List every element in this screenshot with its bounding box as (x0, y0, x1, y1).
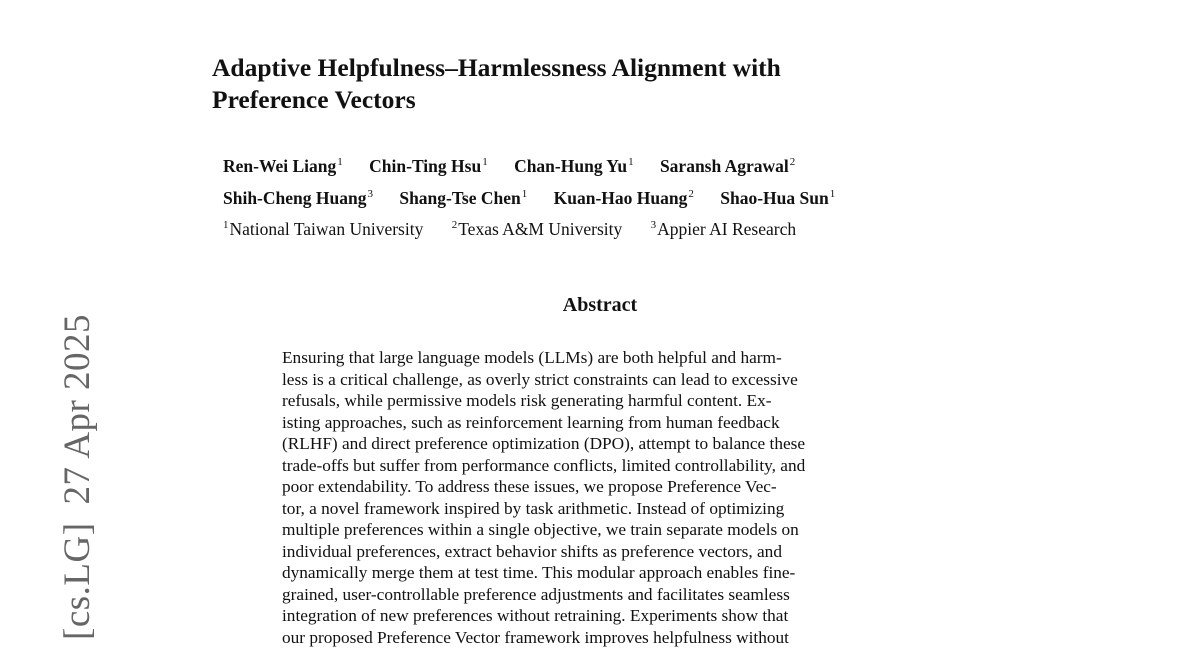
author-affil-mark: 2 (789, 156, 796, 168)
author-name: Kuan-Hao Huang (553, 188, 688, 208)
author-affil-mark: 1 (482, 156, 488, 168)
author (660, 156, 795, 176)
author-line (223, 180, 983, 212)
abstract-line: less is a critical challenge, as overly strict constraints can lead to excessive (282, 369, 798, 389)
abstract-line: (RLHF) and direct preference optimization (DPO), attempt to balance these (282, 434, 806, 453)
arxiv-category: [cs.LG] (57, 522, 98, 640)
abstract-body (282, 347, 922, 648)
author-name: Chan-Hung Yu (514, 156, 628, 176)
author (720, 188, 835, 208)
affiliation-name: Appier AI Research (657, 219, 797, 239)
affiliation (452, 219, 623, 239)
affiliation (651, 219, 796, 239)
abstract-line: dynamically merge them at test time. This modular approach enables fine- (282, 563, 796, 582)
author-affil-mark: 1 (628, 156, 634, 168)
affiliation-name: National Taiwan University (229, 219, 424, 239)
affiliation (223, 219, 423, 239)
paper-title (212, 52, 972, 116)
author-affil-mark: 1 (337, 156, 343, 168)
affiliation-name: Texas A&M University (458, 219, 623, 239)
abstract-heading: Abstract (562, 294, 638, 316)
author-line (223, 148, 983, 180)
author (399, 188, 527, 208)
author (514, 156, 634, 176)
author-affil-mark: 2 (688, 188, 694, 200)
title-line: Adaptive Helpfulness–Harmlessness Alignment with (212, 53, 781, 82)
abstract-line: grained, user-controllable preference adjustments and facilitates seamless (282, 584, 790, 604)
author (223, 188, 373, 208)
arxiv-stamp (56, 314, 99, 640)
abstract-line: trade-offs but suffer from performance conflicts, limited controllability, and (282, 455, 806, 475)
abstract-line: our proposed Preference Vector framework improves helpfulness without (282, 627, 789, 647)
affiliation-mark: 2 (451, 219, 458, 231)
affiliation-list (223, 212, 820, 242)
author-name: Shang-Tse Chen (399, 188, 521, 208)
author-name: Shih-Cheng Huang (223, 188, 367, 208)
abstract-line: isting approaches, such as reinforcement learning from human feedback (282, 412, 780, 432)
author-name: Shao-Hua Sun (720, 188, 829, 208)
affiliation-mark: 1 (223, 219, 229, 231)
author-name: Chin-Ting Hsu (369, 156, 482, 176)
author-name: Saransh Agrawal (659, 156, 789, 176)
affiliation-mark: 3 (650, 219, 657, 231)
author-name: Ren-Wei Liang (223, 156, 337, 176)
author-affil-mark: 3 (367, 188, 373, 200)
abstract-line: individual preferences, extract behavior shifts as preference vectors, and (282, 541, 782, 561)
author-list (223, 148, 983, 212)
author-affil-mark: 1 (829, 188, 836, 200)
arxiv-date: 27 Apr 2025 (57, 313, 98, 505)
author (223, 156, 343, 176)
abstract-line: poor extendability. To address these issues, we propose Preference Vec- (282, 477, 777, 496)
author (554, 188, 694, 208)
abstract-line: multiple preferences within a single objective, we train separate models on (282, 520, 799, 539)
abstract-line: tor, a novel framework inspired by task arithmetic. Instead of optimizing (282, 498, 785, 518)
title-line: Preference Vectors (212, 85, 416, 114)
abstract-line: refusals, while permissive models risk generating harmful content. Ex- (282, 391, 772, 410)
abstract-line: Ensuring that large language models (LLMs) are both helpful and harm- (282, 348, 782, 367)
abstract-line: integration of new preferences without retraining. Experiments show that (282, 606, 789, 625)
author (369, 156, 488, 176)
author-affil-mark: 1 (521, 188, 528, 200)
